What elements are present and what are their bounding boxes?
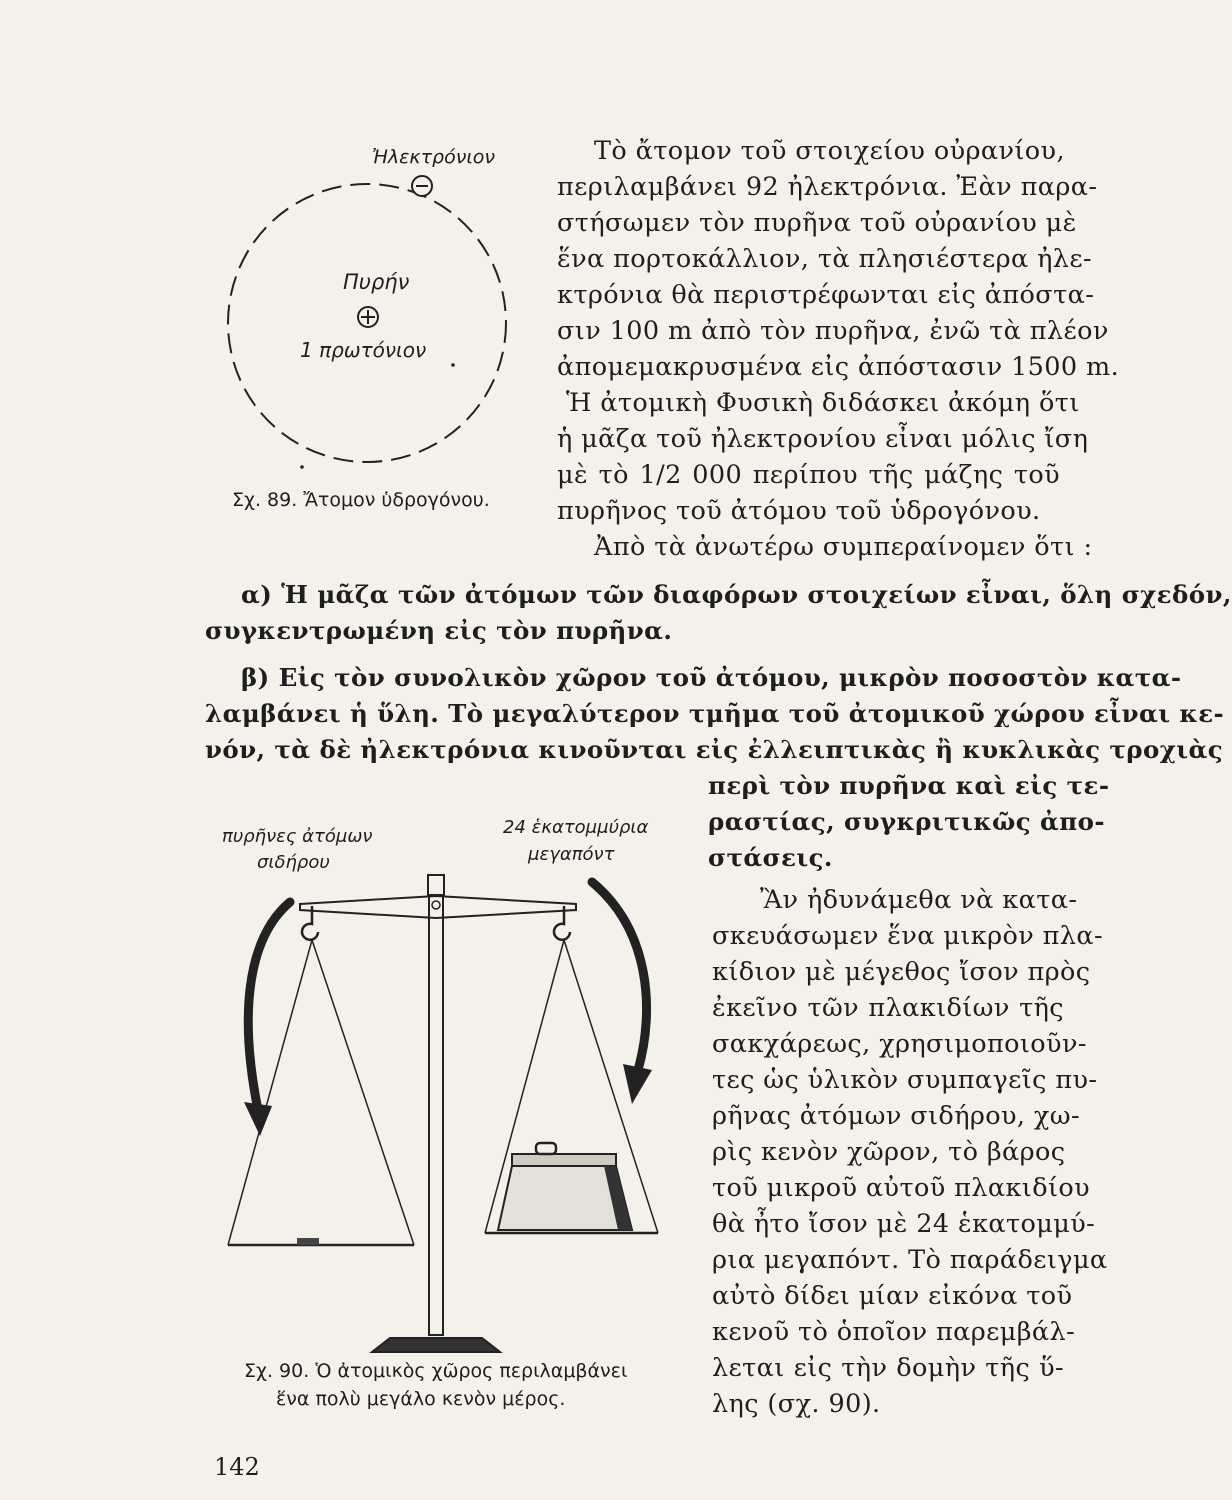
- text-line: πυρῆνος τοῦ ἀτόμου τοῦ ὑδρογόνου.: [557, 496, 1041, 526]
- text-line: περιλαμβάνει 92 ἠλεκτρόνια. Ἐὰν παρα-: [557, 172, 1098, 202]
- text-line: κτρόνια θὰ περιστρέφωνται εἰς ἀπόστα-: [557, 280, 1095, 310]
- text-line: λης (σχ. 90).: [712, 1389, 881, 1419]
- text-line: στήσωμεν τὸν πυρῆνα τοῦ οὐρανίου μὲ: [557, 208, 1077, 238]
- figure-90-caption-line2: ἕνα πολὺ μεγάλο κενὸν μέρος.: [276, 1388, 566, 1410]
- hydrogen-atom-diagram: [220, 140, 520, 470]
- text-line: τοῦ μικροῦ αὐτοῦ πλακιδίου: [712, 1173, 1090, 1203]
- balance-scale-diagram: [200, 860, 700, 1380]
- iron-nuclei-label-line2: σιδήρου: [257, 852, 330, 873]
- iron-nuclei-tablet: [297, 1238, 319, 1245]
- megaton-label-line2: μεγαπόντ: [528, 844, 615, 865]
- nucleus-label: Πυρήν: [343, 270, 410, 294]
- text-line: λεται εἰς τὴν δομὴν τῆς ὕ-: [712, 1353, 1064, 1383]
- text-line: κενοῦ τὸ ὁποῖον παρεμβάλ-: [712, 1317, 1076, 1347]
- text-line: ἀπομεμακρυσμένα εἰς ἀπόστασιν 1500 m.: [557, 352, 1120, 382]
- megaton-label-line1: 24 ἑκατομμύρια: [503, 817, 649, 838]
- text-line: στάσεις.: [708, 843, 833, 872]
- text-line: λαμβάνει ἡ ὕλη. Τὸ μεγαλύτερον τμῆμα τοῦ ἀτομικοῦ χώρου εἶναι κε-: [205, 699, 1225, 728]
- figure-89-caption: Σχ. 89. Ἄτομον ὑδρογόνου.: [232, 489, 490, 511]
- text-line: Ἡ ἀτομικὴ Φυσικὴ διδάσκει ἀκόμη ὅτι: [566, 388, 1080, 418]
- scale-beam: [300, 896, 576, 918]
- text-line: ἕνα πορτοκάλλιον, τὰ πλησιέστερα ἠλε-: [557, 244, 1092, 274]
- text-line: σκευάσωμεν ἕνα μικρὸν πλα-: [712, 921, 1103, 951]
- text-line: ρῆνας ἀτόμων σιδήρου, χω-: [712, 1101, 1080, 1131]
- text-line: α) Ἡ μᾶζα τῶν ἀτόμων τῶν διαφόρων στοιχείων εἶναι, ὅλη σχεδόν,: [241, 580, 1232, 609]
- text-line: τες ὡς ὑλικὸν συμπαγεῖς πυ-: [712, 1065, 1098, 1095]
- text-line: β) Εἰς τὸν συνολικὸν χῶρον τοῦ ἀτόμου, μικρὸν ποσοστὸν κατα-: [241, 663, 1182, 692]
- text-line: σακχάρεως, χρησιμοποιοῦν-: [712, 1029, 1087, 1059]
- text-line: Ἀπὸ τὰ ἀνωτέρω συμπεραίνομεν ὅτι :: [594, 532, 1093, 562]
- iron-nuclei-label-line1: πυρῆνες ἀτόμων: [222, 826, 373, 847]
- scale-pillar: [429, 895, 443, 1335]
- text-line: σιν 100 m ἀπὸ τὸν πυρῆνα, ἐνῶ τὰ πλέον: [557, 316, 1109, 346]
- scale-base: [372, 1338, 500, 1352]
- text-line: συγκεντρωμένη εἰς τὸν πυρῆνα.: [205, 616, 673, 645]
- text-line: μὲ τὸ 1/2 000 περίπου τῆς μάζης τοῦ: [557, 460, 1060, 490]
- text-line: Ἂν ἠδυνάμεθα νὰ κατα-: [760, 885, 1078, 915]
- text-line: κίδιον μὲ μέγεθος ἴσον πρὸς: [712, 957, 1091, 987]
- text-line: ρὶς κενὸν χῶρον, τὸ βάρος: [712, 1137, 1066, 1167]
- text-line: αὐτὸ δίδει μίαν εἰκόνα τοῦ: [712, 1281, 1073, 1311]
- proton-label: 1 πρωτόνιον: [300, 338, 427, 362]
- weight-block: [498, 1143, 632, 1230]
- text-line: ρια μεγαπόντ. Τὸ παράδειγμα: [712, 1245, 1108, 1275]
- figure-90-caption-line1: Σχ. 90. Ὁ ἀτομικὸς χῶρος περιλαμβάνει: [244, 1360, 628, 1382]
- text-line: ἐκεῖνο τῶν πλακιδίων τῆς: [712, 993, 1064, 1023]
- text-line: Τὸ ἄτομον τοῦ στοιχείου οὐρανίου,: [594, 136, 1065, 166]
- text-line: ραστίας, συγκριτικῶς ἀπο-: [708, 807, 1105, 836]
- text-line: περὶ τὸν πυρῆνα καὶ εἰς τε-: [708, 771, 1110, 800]
- left-arrow-icon: [248, 902, 290, 1110]
- right-arrow-icon: [592, 882, 647, 1070]
- text-line: θὰ ἦτο ἴσον μὲ 24 ἑκατομμύ-: [712, 1209, 1096, 1239]
- page-number: 142: [214, 1453, 260, 1481]
- electron-label: Ἠλεκτρόνιον: [372, 146, 496, 168]
- text-line: νόν, τὰ δὲ ἠλεκτρόνια κινοῦνται εἰς ἐλλειπτικὰς ἢ κυκλικὰς τροχιὰς: [205, 735, 1224, 764]
- text-line: ἡ μᾶζα τοῦ ἠλεκτρονίου εἶναι μόλις ἴση: [557, 424, 1089, 454]
